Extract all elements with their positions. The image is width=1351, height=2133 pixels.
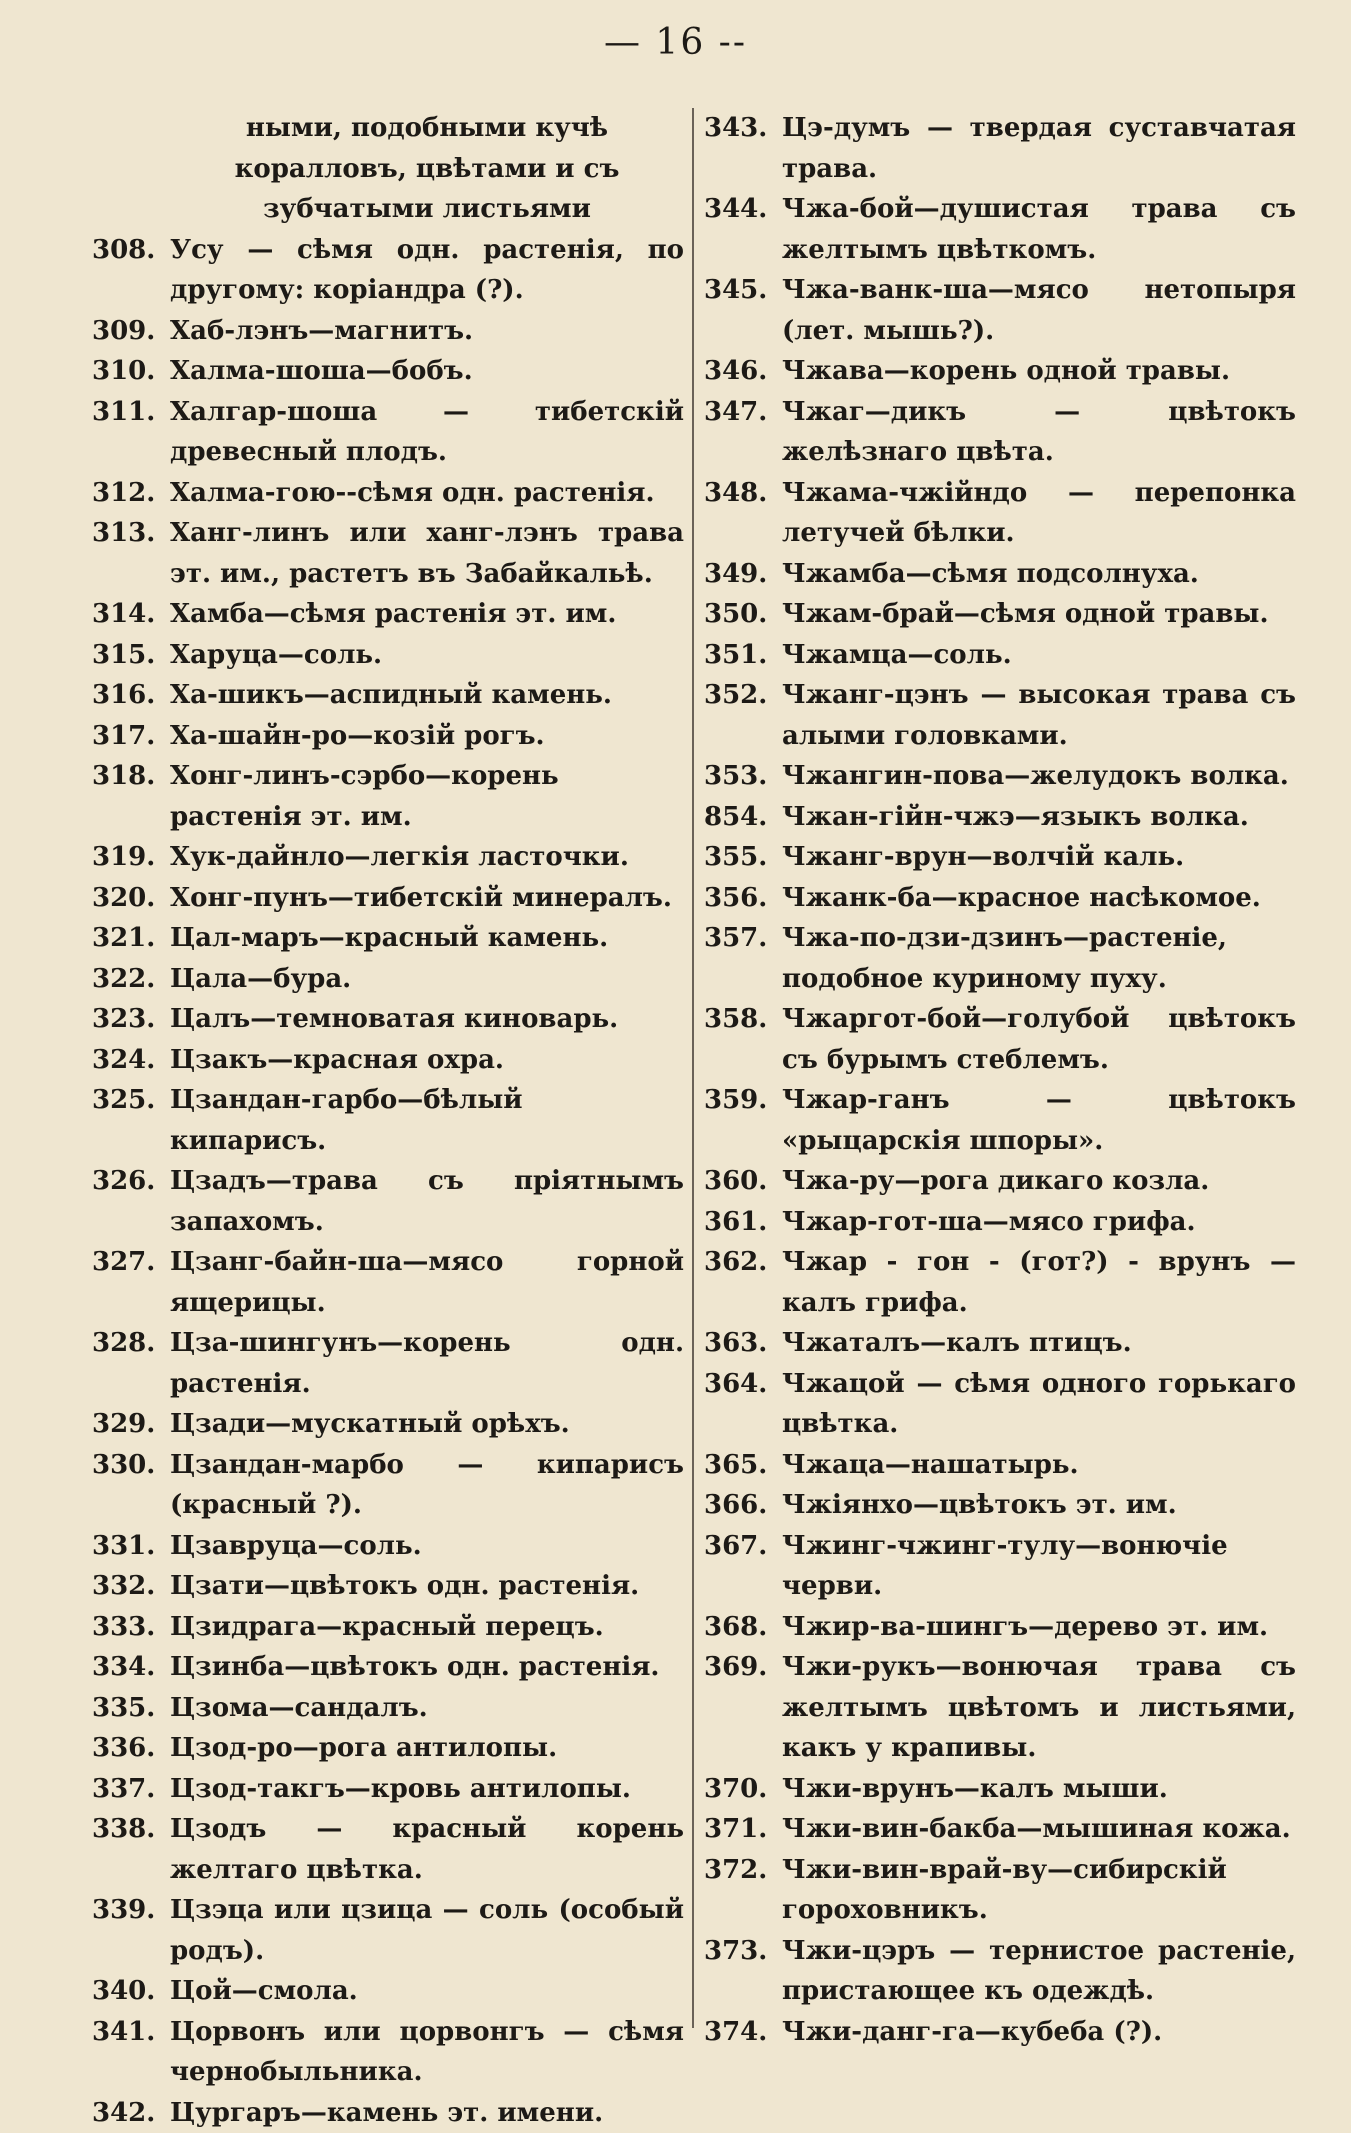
entry-text: Ха-шикъ—аспидный камень.: [170, 675, 684, 716]
entry-number: 373.: [704, 1931, 776, 1972]
right-entry-list: [704, 108, 1296, 2052]
entry: [704, 189, 1296, 270]
entry: [704, 392, 1296, 473]
entry-number: 353.: [704, 756, 776, 797]
entry-text: Цорвонъ или цорвонгъ — сѣмя чернобыльника.: [170, 2012, 684, 2093]
entry: [704, 1485, 1296, 1526]
entry: [92, 1607, 684, 1648]
entry-text: Чжар-ганъ — цвѣтокъ «рыцарскія шпоры».: [782, 1080, 1296, 1161]
entry-text: Цзэца или цзица — соль (особый родъ).: [170, 1890, 684, 1971]
column-divider: [692, 108, 694, 2028]
entry-number: 313.: [92, 513, 164, 554]
entry-number: 320.: [92, 878, 164, 919]
entry-number: 343.: [704, 108, 776, 149]
entry-text: Чжаца—нашатырь.: [782, 1445, 1296, 1486]
left-entry-list: [92, 230, 684, 2133]
entry-number: 308.: [92, 230, 164, 271]
entry-text: Цал-маръ—красный камень.: [170, 918, 684, 959]
entry-text: Чжама-чжійндо — перепонка летучей бѣлки.: [782, 473, 1296, 554]
entry: [92, 999, 684, 1040]
entry-number: 315.: [92, 635, 164, 676]
entry-text: Чжи-данг-га—кубеба (?).: [782, 2012, 1296, 2053]
entry: [92, 1161, 684, 1242]
entry-number: 356.: [704, 878, 776, 919]
entry-number: 317.: [92, 716, 164, 757]
entry: [704, 999, 1296, 1080]
entry-text: Хонг-пунъ—тибетскій минералъ.: [170, 878, 684, 919]
entry: [92, 2012, 684, 2093]
entry-text: Цзадъ—трава съ пріятнымъ запахомъ.: [170, 1161, 684, 1242]
entry: [92, 1404, 684, 1445]
entry: [92, 1566, 684, 1607]
entry-text: Ханг-линъ или ханг-лэнъ трава эт. им., растетъ въ Забайкальѣ.: [170, 513, 684, 594]
entry: [704, 351, 1296, 392]
entry: [92, 1242, 684, 1323]
entry-text: Чжамба—сѣмя подсолнуха.: [782, 554, 1296, 595]
entry-text: Чжамца—соль.: [782, 635, 1296, 676]
entry-text: Чжан-гійн-чжэ—языкъ волка.: [782, 797, 1296, 838]
entry: [92, 230, 684, 311]
entry-number: 368.: [704, 1607, 776, 1648]
entry-text: Цэ-думъ — твердая суставчатая трава.: [782, 108, 1296, 189]
entry-text: Цзинба—цвѣтокъ одн. растенія.: [170, 1647, 684, 1688]
entry-number: 326.: [92, 1161, 164, 1202]
entry: [704, 1809, 1296, 1850]
entry-text: Чжіянхо—цвѣтокъ эт. им.: [782, 1485, 1296, 1526]
entry-number: 340.: [92, 1971, 164, 2012]
entry-number: 364.: [704, 1364, 776, 1405]
entry-text: Чжа-бой—душистая трава съ желтымъ цвѣткомъ.: [782, 189, 1296, 270]
entry-text: Цзакъ—красная охра.: [170, 1040, 684, 1081]
entry-number: 336.: [92, 1728, 164, 1769]
entry: [92, 1688, 684, 1729]
entry-text: Чжаталъ—калъ птицъ.: [782, 1323, 1296, 1364]
entry-text: Цала—бура.: [170, 959, 684, 1000]
entry: [92, 756, 684, 837]
entry-text: Хонг-линъ-сэрбо—корень растенія эт. им.: [170, 756, 684, 837]
entry-number: 362.: [704, 1242, 776, 1283]
entry: [92, 594, 684, 635]
page-number: — 16 --: [0, 22, 1351, 63]
entry-number: 350.: [704, 594, 776, 635]
entry-number: 323.: [92, 999, 164, 1040]
entry-text: Цой—смола.: [170, 1971, 684, 2012]
entry: [704, 2012, 1296, 2053]
entry-number: 352.: [704, 675, 776, 716]
entry: [92, 311, 684, 352]
entry-number: 318.: [92, 756, 164, 797]
entry: [704, 1161, 1296, 1202]
entry: [92, 878, 684, 919]
entry-text: Чжаг—дикъ — цвѣтокъ желѣзнаго цвѣта.: [782, 392, 1296, 473]
entry-number: 314.: [92, 594, 164, 635]
entry: [92, 1323, 684, 1404]
entry-number: 309.: [92, 311, 164, 352]
entry: [704, 1202, 1296, 1243]
entry-number: 367.: [704, 1526, 776, 1567]
entry-text: Чжир-ва-шингъ—дерево эт. им.: [782, 1607, 1296, 1648]
entry: [92, 1526, 684, 1567]
entry-number: 348.: [704, 473, 776, 514]
entry-number: 342.: [92, 2093, 164, 2133]
entry: [704, 1647, 1296, 1769]
entry-number: 357.: [704, 918, 776, 959]
entry: [704, 1526, 1296, 1607]
entry-number: 371.: [704, 1809, 776, 1850]
entry: [704, 878, 1296, 919]
entry-text: Халма-шоша—бобъ.: [170, 351, 684, 392]
entry: [704, 594, 1296, 635]
entry-number: 358.: [704, 999, 776, 1040]
entry-text: Чжава—корень одной травы.: [782, 351, 1296, 392]
entry-number: 363.: [704, 1323, 776, 1364]
entry: [92, 473, 684, 514]
entry-text: Чжар-гот-ша—мясо грифа.: [782, 1202, 1296, 1243]
entry-text: Чжинг-чжинг-тулу—вонючіе черви.: [782, 1526, 1296, 1607]
entry: [704, 554, 1296, 595]
entry-number: 333.: [92, 1607, 164, 1648]
entry: [92, 1809, 684, 1890]
entry-number: 346.: [704, 351, 776, 392]
entry: [704, 635, 1296, 676]
entry-text: Чжанк-ба—красное насѣкомое.: [782, 878, 1296, 919]
entry-number: 339.: [92, 1890, 164, 1931]
entry: [704, 1607, 1296, 1648]
entry-text: Чжар - гон - (гот?) - врунъ — калъ грифа.: [782, 1242, 1296, 1323]
entry: [704, 918, 1296, 999]
entry-text: Чжи-вин-бакба—мышиная кожа.: [782, 1809, 1296, 1850]
entry-number: 334.: [92, 1647, 164, 1688]
entry-number: 329.: [92, 1404, 164, 1445]
entry: [92, 1890, 684, 1971]
entry-text: Цзандан-гарбо—бѣлый кипарисъ.: [170, 1080, 684, 1161]
left-column: [92, 108, 684, 2133]
entry-number: 310.: [92, 351, 164, 392]
entry-number: 366.: [704, 1485, 776, 1526]
entry-number: 365.: [704, 1445, 776, 1486]
entry: [704, 1445, 1296, 1486]
entry-number: 331.: [92, 1526, 164, 1567]
entry: [704, 1850, 1296, 1931]
entry: [92, 351, 684, 392]
entry-number: 360.: [704, 1161, 776, 1202]
entry: [92, 716, 684, 757]
entry: [92, 1728, 684, 1769]
entry-text: Чжи-вин-врай-ву—сибирскій гороховникъ.: [782, 1850, 1296, 1931]
entry-text: Чжи-врунъ—калъ мыши.: [782, 1769, 1296, 1810]
entry: [92, 392, 684, 473]
entry-text: Чжа-ру—рога дикаго козла.: [782, 1161, 1296, 1202]
entry-text: Чжацой — сѣмя одного горькаго цвѣтка.: [782, 1364, 1296, 1445]
entry-text: Чжангин-пова—желудокъ волка.: [782, 756, 1296, 797]
right-column: [704, 108, 1296, 2052]
entry-number: 349.: [704, 554, 776, 595]
entry: [704, 837, 1296, 878]
entry-number: 347.: [704, 392, 776, 433]
entry-number: 854.: [704, 797, 776, 838]
entry: [92, 918, 684, 959]
entry: [92, 959, 684, 1000]
entry-number: 345.: [704, 270, 776, 311]
entry: [92, 1647, 684, 1688]
entry: [704, 797, 1296, 838]
entry-text: Халгар-шоша — тибетскій древесный плодъ.: [170, 392, 684, 473]
entry-text: Хамба—сѣмя растенія эт. им.: [170, 594, 684, 635]
entry: [92, 635, 684, 676]
entry-text: Чжа-по-дзи-дзинъ—растеніе, подобное куриному пуху.: [782, 918, 1296, 999]
entry: [92, 1971, 684, 2012]
entry-number: 319.: [92, 837, 164, 878]
entry-number: 322.: [92, 959, 164, 1000]
entry-number: 361.: [704, 1202, 776, 1243]
entry: [92, 837, 684, 878]
entry-text: Цургаръ—камень эт. имени.: [170, 2093, 684, 2133]
entry-text: Цзандан-марбо — кипарисъ (красный ?).: [170, 1445, 684, 1526]
entry-text: Цзати—цвѣтокъ одн. растенія.: [170, 1566, 684, 1607]
entry: [704, 1769, 1296, 1810]
entry-text: Чжи-цэръ — тернистое растеніе, пристающее къ одеждѣ.: [782, 1931, 1296, 2012]
entry-number: 344.: [704, 189, 776, 230]
entry-text: Цзавруца—соль.: [170, 1526, 684, 1567]
entry: [704, 675, 1296, 756]
entry-number: 335.: [92, 1688, 164, 1729]
entry-text: Халма-гою--сѣмя одн. растенія.: [170, 473, 684, 514]
entry-text: Чжаргот-бой—голубой цвѣтокъ съ бурымъ стеблемъ.: [782, 999, 1296, 1080]
entry-number: 325.: [92, 1080, 164, 1121]
entry: [92, 513, 684, 594]
entry-text: Цзод-такгъ—кровь антилопы.: [170, 1769, 684, 1810]
entry: [704, 1364, 1296, 1445]
entry: [704, 270, 1296, 351]
entry-text: Хаб-лэнъ—магнитъ.: [170, 311, 684, 352]
entry: [92, 1040, 684, 1081]
entry-text: Ха-шайн-ро—козій рогъ.: [170, 716, 684, 757]
entry-text: Цзодъ — красный корень желтаго цвѣтка.: [170, 1809, 684, 1890]
entry: [92, 1769, 684, 1810]
continuation-text: ными, подобными кучѣ коралловъ, цвѣтами и съ зубчатыми листьями: [92, 108, 684, 230]
entry: [92, 2093, 684, 2133]
entry-number: 312.: [92, 473, 164, 514]
entry-text: Цза-шингунъ—корень одн. растенія.: [170, 1323, 684, 1404]
entry-text: Цалъ—темноватая киноварь.: [170, 999, 684, 1040]
entry-number: 374.: [704, 2012, 776, 2053]
entry-number: 351.: [704, 635, 776, 676]
entry-number: 372.: [704, 1850, 776, 1891]
entry-text: Чжанг-цэнъ — высокая трава съ алыми головками.: [782, 675, 1296, 756]
entry-text: Усу — сѣмя одн. растенія, по другому: коріандра (?).: [170, 230, 684, 311]
entry-number: 370.: [704, 1769, 776, 1810]
entry-number: 321.: [92, 918, 164, 959]
entry-number: 328.: [92, 1323, 164, 1364]
entry-number: 359.: [704, 1080, 776, 1121]
entry: [704, 1323, 1296, 1364]
entry-number: 337.: [92, 1769, 164, 1810]
entry-text: Чжа-ванк-ша—мясо нетопыря (лет. мышь?).: [782, 270, 1296, 351]
entry: [704, 473, 1296, 554]
entry: [704, 108, 1296, 189]
entry: [704, 1242, 1296, 1323]
entry: [704, 756, 1296, 797]
entry-text: Чжам-брай—сѣмя одной травы.: [782, 594, 1296, 635]
entry: [92, 1080, 684, 1161]
entry: [704, 1080, 1296, 1161]
entry-number: 338.: [92, 1809, 164, 1850]
entry-text: Цзади—мускатный орѣхъ.: [170, 1404, 684, 1445]
entry: [704, 1931, 1296, 2012]
entry-text: Хук-дайнло—легкія ласточки.: [170, 837, 684, 878]
entry-number: 327.: [92, 1242, 164, 1283]
entry-number: 316.: [92, 675, 164, 716]
entry-number: 332.: [92, 1566, 164, 1607]
entry: [92, 675, 684, 716]
entry-text: Цзидрага—красный перецъ.: [170, 1607, 684, 1648]
entry-number: 324.: [92, 1040, 164, 1081]
entry: [92, 1445, 684, 1526]
entry-number: 369.: [704, 1647, 776, 1688]
entry-text: Цзома—сандалъ.: [170, 1688, 684, 1729]
entry-number: 355.: [704, 837, 776, 878]
entry-text: Цзод-ро—рога антилопы.: [170, 1728, 684, 1769]
entry-text: Чжи-рукъ—вонючая трава съ желтымъ цвѣтомъ и листьями, какъ у крапивы.: [782, 1647, 1296, 1769]
entry-number: 311.: [92, 392, 164, 433]
entry-text: Харуца—соль.: [170, 635, 684, 676]
entry-text: Цзанг-байн-ша—мясо горной ящерицы.: [170, 1242, 684, 1323]
entry-text: Чжанг-врун—волчій каль.: [782, 837, 1296, 878]
entry-number: 341.: [92, 2012, 164, 2053]
entry-number: 330.: [92, 1445, 164, 1486]
